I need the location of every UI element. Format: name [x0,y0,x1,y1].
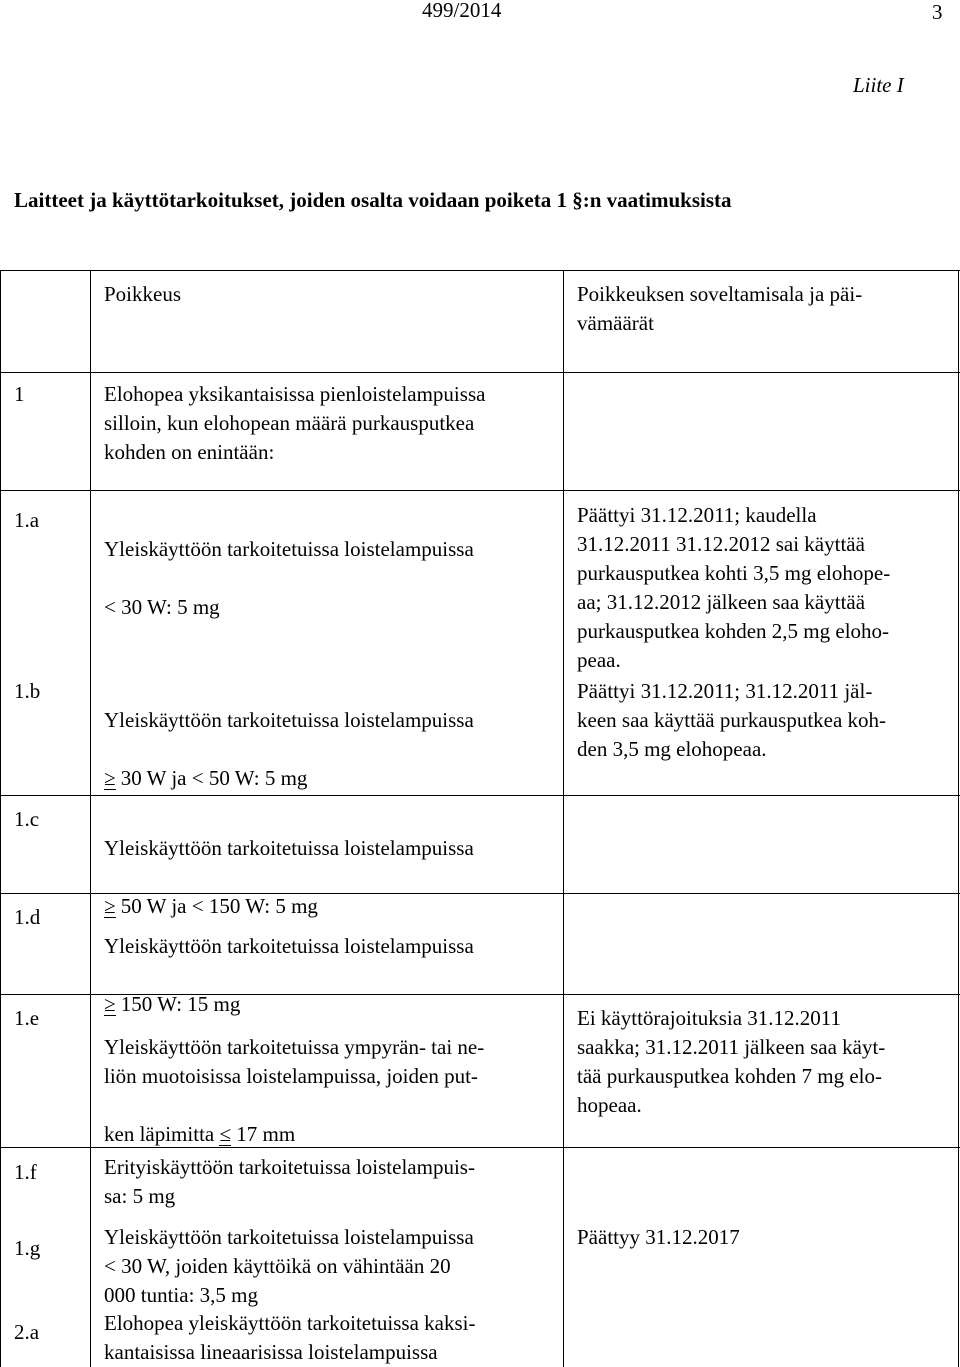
row-number: 1.b [14,679,41,703]
exemption-text: Yleiskäyttöön tarkoitetuissa loistelampuissa < 30 W, joiden käyttöikä on vähintään 20 000 tuntia: 3,5 mg [104,1225,474,1307]
table-column-divider [90,270,91,1367]
column-header-exemption: Poikkeus [104,282,182,306]
greater-or-equal-symbol: ≥ [104,764,116,793]
scope-text: Päättyi 31.12.2011; 31.12.2011 jäl- keen saa käyttää purkausputkea koh- den 3,5 mg elohopeaa. [577,679,887,761]
exemption-limit: 150 W: 15 mg [115,992,241,1016]
table-divider [0,490,960,491]
exemption-limit: 30 W ja < 50 W: 5 mg [115,766,308,790]
row-number: 1 [14,382,25,406]
exemption-limit: 17 mm [231,1122,296,1146]
column-header-scope: Poikkeuksen soveltamisala ja päi- vämäärät [577,282,863,335]
greater-or-equal-symbol: ≥ [104,892,116,921]
exemption-text [104,677,474,822]
document-number: 499/2014 [422,0,502,22]
row-number: 1.f [14,1160,37,1184]
exemption-text-line: Yleiskäyttöön tarkoitetuissa loistelampuissa [104,537,474,561]
table-column-divider [563,270,564,1367]
row-number: 1.d [14,905,41,929]
row-number: 1.a [14,508,40,532]
row-number: 2.a [14,1320,40,1344]
table-border-right [958,270,959,1367]
exemption-text-line: Yleiskäyttöön tarkoitetuissa loistelampuissa [104,836,474,860]
document-title: Laitteet ja käyttötarkoitukset, joiden osalta voidaan poiketa 1 §:n vaatimuksista [14,188,732,212]
exemption-text-lines: Yleiskäyttöön tarkoitetuissa ympyrän- tai ne- liön muotoisissa loistelampuissa, joiden put- [104,1035,485,1088]
less-or-equal-symbol: ≤ [219,1120,231,1149]
exemption-text-line: < 30 W: 5 mg [104,595,220,619]
exemption-text [104,1004,484,1178]
exemption-text-line [104,1120,484,1149]
scope-text: Päättyi 31.12.2011; kaudella 31.12.2011 31.12.2012 sai käyttää purkausputkea kohti 3,5 mg elohope- aa; 31.12.2012 jälkeen saa käyttää purkausputkea kohden 2,5 mg eloho- peaa. [577,503,891,672]
exemption-text-line: Yleiskäyttöön tarkoitetuissa loistelampuissa [104,934,474,958]
scope-text: Ei käyttörajoituksia 31.12.2011 saakka; 31.12.2011 jälkeen saa käyt- tää purkausputkea kohden 7 mg elo- hopeaa. [577,1006,886,1117]
exemption-text: Elohopea yksikantaisissa pienloistelampuissa silloin, kun elohopean määrä purkausputkea kohden on enintään: [104,382,486,464]
exemption-limit: 50 W ja < 150 W: 5 mg [115,894,318,918]
exemption-text-line [104,764,474,793]
row-number: 1.c [14,807,40,831]
exemption-text-prefix: ken läpimitta [104,1122,220,1146]
page-number: 3 [932,0,943,24]
exemption-text: Elohopea yleiskäyttöön tarkoitetuissa kaksi- kantaisissa lineaarisissa loistelampuissa [104,1311,476,1364]
table-divider [0,372,960,373]
exemption-text [104,506,474,651]
row-number: 1.g [14,1236,41,1260]
scope-text: Päättyy 31.12.2017 [577,1225,740,1249]
table-border-left [0,270,1,1367]
exemption-text: Erityiskäyttöön tarkoitetuissa loistelampuis- sa: 5 mg [104,1155,475,1208]
greater-or-equal-symbol: ≥ [104,990,116,1019]
exemption-text-line: Yleiskäyttöön tarkoitetuissa loistelampuissa [104,708,474,732]
annex-title: Liite I [853,73,904,97]
table-border-top [0,270,960,271]
row-number: 1.e [14,1006,40,1030]
